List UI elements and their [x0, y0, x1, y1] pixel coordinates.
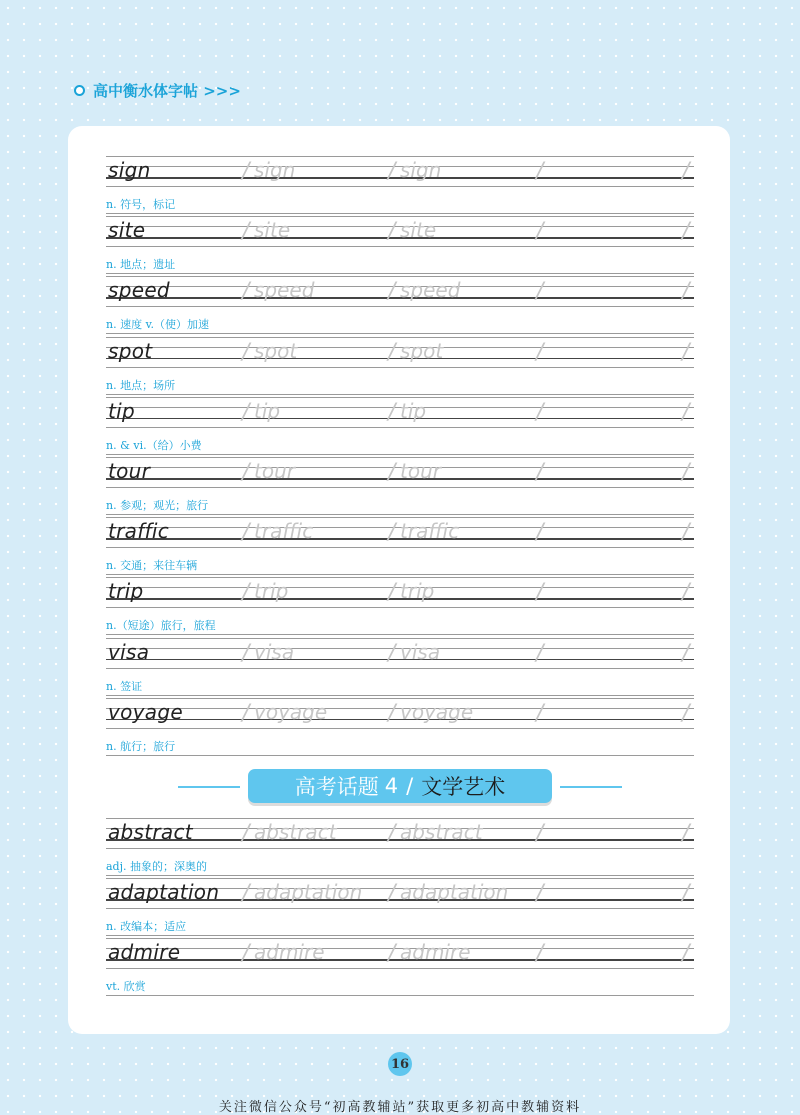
- ruled-line: [106, 394, 694, 395]
- trace-word: spot: [254, 338, 298, 363]
- ruled-line: [106, 968, 694, 969]
- ruled-line: [106, 695, 694, 696]
- ruled-line: [106, 634, 694, 635]
- ruled-line: [106, 728, 694, 729]
- ruled-line: [106, 306, 694, 307]
- ruled-line: [106, 397, 694, 398]
- word-meaning: n.（短途）旅行，旅程: [106, 619, 216, 633]
- page-number: 16: [388, 1052, 412, 1076]
- ruled-line: [106, 246, 694, 247]
- trace-word: trip: [400, 579, 435, 604]
- word-meaning: n. 交通；来往车辆: [106, 559, 198, 573]
- slash-divider: /: [682, 580, 690, 606]
- practice-row: [106, 638, 694, 698]
- trace-word: adaptation: [254, 880, 363, 905]
- trace-word: site: [254, 218, 291, 243]
- ruled-line: [106, 427, 694, 428]
- slash-divider: /: [242, 640, 250, 666]
- slash-divider: /: [536, 941, 544, 967]
- practice-row: [106, 938, 694, 998]
- slash-divider: /: [388, 580, 396, 606]
- ring-icon: [74, 85, 85, 96]
- worksheet-card: [68, 126, 730, 1034]
- trace-word: tour: [254, 459, 295, 483]
- ruled-line: [106, 875, 694, 876]
- ruled-line: [106, 935, 694, 936]
- ruled-line: [106, 938, 694, 939]
- slash-divider: /: [536, 399, 544, 425]
- vocab-word: spot: [108, 338, 153, 363]
- practice-row: [106, 878, 694, 938]
- vocab-word: tip: [108, 398, 135, 423]
- word-meaning: n. & vi.（给）小费: [106, 438, 202, 452]
- slash-divider: /: [536, 881, 544, 907]
- trace-word: abstract: [400, 820, 483, 844]
- topic-banner: [178, 769, 622, 805]
- word-meaning: n. 参观；观光；旅行: [106, 499, 209, 512]
- vocab-word: abstract: [108, 820, 193, 844]
- slash-divider: /: [536, 339, 544, 365]
- word-meaning: n. 地点；场所: [106, 378, 176, 392]
- slash-divider: /: [242, 339, 250, 365]
- ruled-line: [106, 577, 694, 578]
- slash-divider: /: [388, 700, 396, 726]
- slash-divider: /: [242, 460, 250, 485]
- slash-divider: /: [388, 279, 396, 305]
- trace-word: speed: [400, 278, 461, 303]
- ruled-line: [106, 367, 694, 368]
- banner-bar: [248, 769, 552, 803]
- slash-divider: /: [388, 941, 396, 967]
- trace-word: traffic: [400, 519, 460, 544]
- slash-divider: /: [242, 700, 250, 726]
- ruled-line: [106, 908, 694, 909]
- ruled-line: [106, 186, 694, 187]
- slash-divider: /: [536, 821, 544, 846]
- slash-divider: /: [682, 279, 690, 305]
- vocab-word: sign: [108, 158, 151, 182]
- trace-word: visa: [400, 639, 441, 664]
- slash-divider: /: [388, 460, 396, 485]
- practice-row: [106, 276, 694, 336]
- word-meaning: n. 改编本；适应: [106, 920, 187, 934]
- practice-row: [106, 517, 694, 577]
- slash-divider: /: [536, 580, 544, 606]
- ruled-line: [106, 755, 694, 756]
- slash-divider: /: [242, 941, 250, 967]
- slash-divider: /: [536, 159, 544, 184]
- slash-divider: /: [682, 640, 690, 666]
- trace-word: voyage: [254, 699, 328, 724]
- ruled-line: [106, 276, 694, 277]
- trace-word: voyage: [400, 699, 474, 724]
- banner-number: 4: [384, 774, 399, 798]
- ruled-line: [106, 213, 694, 214]
- ruled-line: [106, 454, 694, 455]
- ruled-line: [106, 638, 694, 639]
- slash-divider: /: [536, 640, 544, 666]
- vocab-word: adaptation: [108, 880, 220, 905]
- ruled-line: [106, 517, 694, 518]
- ruled-line: [106, 848, 694, 849]
- word-meaning: n. 符号，标记: [106, 198, 176, 211]
- slash-divider: /: [388, 821, 396, 846]
- trace-word: tip: [254, 398, 281, 423]
- slash-divider: /: [388, 339, 396, 365]
- slash-divider: /: [242, 520, 250, 546]
- header-title: 高中衡水体字帖 >>>: [93, 82, 241, 100]
- banner-topic: 文学艺术: [421, 775, 506, 799]
- slash-divider: /: [242, 159, 250, 184]
- slash-divider: /: [388, 219, 396, 245]
- vocab-word: visa: [108, 639, 150, 664]
- practice-row: [106, 216, 694, 276]
- trace-word: sign: [254, 158, 296, 182]
- practice-row: [106, 818, 694, 878]
- ruled-line: [106, 574, 694, 575]
- ruled-line: [106, 273, 694, 274]
- practice-row: [106, 397, 694, 457]
- trace-word: admire: [254, 940, 325, 965]
- slash-divider: /: [682, 881, 690, 907]
- slash-divider: /: [682, 159, 690, 184]
- banner-rule-right: [560, 786, 622, 788]
- vocab-word: tour: [108, 459, 151, 483]
- slash-divider: /: [682, 700, 690, 726]
- slash-divider: /: [388, 881, 396, 907]
- word-meaning: vt. 欣赏: [106, 980, 146, 994]
- footer-note: 关注微信公众号“初高教辅站”获取更多初高中教辅资料: [218, 1100, 582, 1115]
- word-meaning: n. 速度 v.（使）加速: [106, 318, 209, 332]
- slash-divider: /: [242, 580, 250, 606]
- banner-prefix: 高考话题: [294, 775, 379, 799]
- vocab-word: voyage: [108, 699, 183, 724]
- vocab-word: trip: [108, 579, 144, 604]
- ruled-line: [106, 333, 694, 334]
- slash-divider: /: [682, 219, 690, 245]
- trace-word: visa: [254, 639, 295, 664]
- ruled-line: [106, 457, 694, 458]
- ruled-line: [106, 995, 694, 996]
- word-meaning: n. 签证: [106, 679, 143, 693]
- trace-word: admire: [400, 940, 471, 965]
- ruled-line: [106, 668, 694, 669]
- slash-divider: /: [536, 460, 544, 485]
- vocab-word: traffic: [108, 519, 170, 544]
- slash-divider: /: [242, 399, 250, 425]
- practice-row: [106, 337, 694, 397]
- ruled-line: [106, 337, 694, 338]
- trace-word: sign: [400, 158, 442, 182]
- slash-divider: /: [682, 520, 690, 546]
- banner-rule-left: [178, 786, 240, 788]
- ruled-line: [106, 878, 694, 879]
- slash-divider: /: [682, 460, 690, 485]
- trace-word: spot: [400, 338, 444, 363]
- trace-word: traffic: [254, 519, 314, 544]
- slash-divider: /: [388, 640, 396, 666]
- word-meaning: n. 航行；旅行: [106, 739, 176, 753]
- word-meaning: n. 地点；遗址: [106, 258, 176, 272]
- slash-divider: /: [536, 219, 544, 245]
- ruled-line: [106, 216, 694, 217]
- slash-divider: /: [388, 520, 396, 546]
- word-meaning: adj. 抽象的；深奥的: [106, 860, 208, 873]
- slash-divider: /: [682, 941, 690, 967]
- trace-word: speed: [254, 278, 315, 303]
- trace-word: adaptation: [400, 880, 509, 905]
- slash-divider: /: [682, 339, 690, 365]
- slash-divider: /: [242, 219, 250, 245]
- practice-row: [106, 457, 694, 517]
- trace-word: tip: [400, 398, 427, 423]
- practice-row: [106, 156, 694, 216]
- slash-divider: /: [536, 279, 544, 305]
- practice-row: [106, 577, 694, 637]
- ruled-line: [106, 514, 694, 515]
- header: [74, 80, 241, 101]
- vocab-word: site: [108, 218, 146, 243]
- trace-word: abstract: [254, 820, 337, 844]
- vocab-word: speed: [108, 278, 170, 303]
- ruled-line: [106, 156, 694, 157]
- practice-row: [106, 698, 694, 758]
- banner-slash: /: [406, 774, 414, 798]
- ruled-line: [106, 698, 694, 699]
- slash-divider: /: [388, 159, 396, 184]
- trace-word: site: [400, 218, 437, 243]
- slash-divider: /: [242, 821, 250, 846]
- trace-word: tour: [400, 459, 441, 483]
- vocab-word: admire: [108, 940, 181, 965]
- slash-divider: /: [682, 821, 690, 846]
- slash-divider: /: [536, 520, 544, 546]
- ruled-line: [106, 818, 694, 819]
- slash-divider: /: [682, 399, 690, 425]
- slash-divider: /: [536, 700, 544, 726]
- slash-divider: /: [388, 399, 396, 425]
- slash-divider: /: [242, 881, 250, 907]
- ruled-line: [106, 607, 694, 608]
- trace-word: trip: [254, 579, 289, 604]
- ruled-line: [106, 487, 694, 488]
- slash-divider: /: [242, 279, 250, 305]
- ruled-line: [106, 547, 694, 548]
